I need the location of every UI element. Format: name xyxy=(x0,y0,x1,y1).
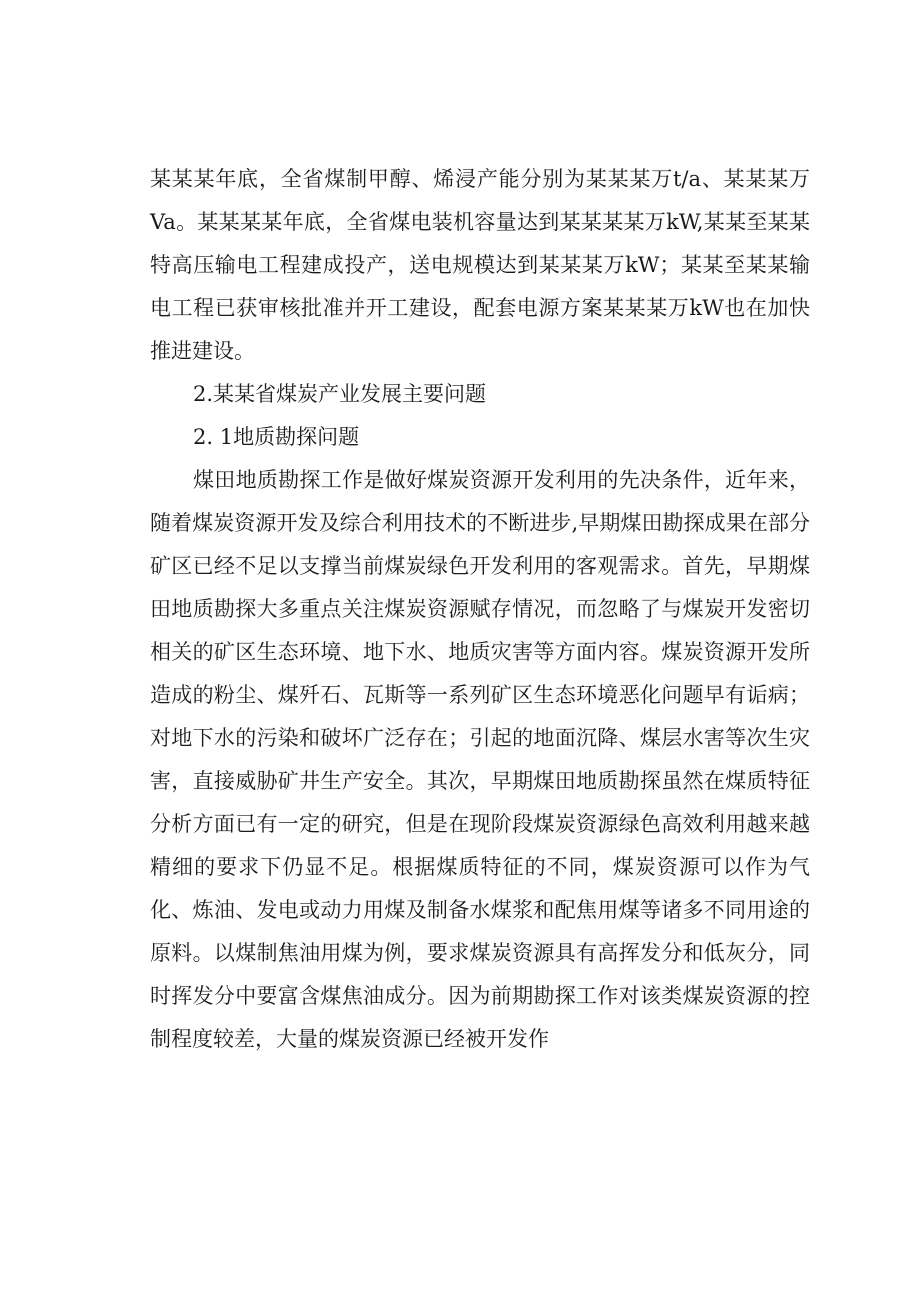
paragraph-production-capacity: 某某某年底，全省煤制甲醇、烯浸产能分别为某某某万t/a、某某某万Va。某某某某年底，全省煤电装机容量达到某某某某万kW,某某至某某特高压输电工程建成投产，送电规模达到某某某万kW；某某至某某输电工程已获审核批准并开工建设，配套电源方案某某某万kW也在加快推进建设。 xyxy=(150,167,810,363)
document-body xyxy=(150,158,810,1061)
section-heading-main-problems: 2.某某省煤炭产业发展主要问题 xyxy=(193,382,487,406)
paragraph-geological-exploration: 煤田地质勘探工作是做好煤炭资源开发利用的先决条件，近年来，随着煤炭资源开发及综合利用技术的不断进步,早期煤田勘探成果在部分矿区已经不足以支撑当前煤炭绿色开发利用的客观需求。首先，早期煤田地质勘探大多重点关注煤炭资源赋存情况，而忽略了与煤炭开发密切相关的矿区生态环境、地下水、地质灾害等方面内容。煤炭资源开发所造成的粉尘、煤歼石、瓦斯等一系列矿区生态环境恶化问题早有诟病；对地下水的污染和破坏广泛存在；引起的地面沉降、煤层水害等次生灾害，直接威胁矿井生产安全。其次，早期煤田地质勘探虽然在煤质特征分析方面已有一定的研究，但是在现阶段煤炭资源绿色高效利用越来越精细的要求下仍显不足。根据煤质特征的不同，煤炭资源可以作为气化、炼油、发电或动力用煤及制备水煤浆和配焦用煤等诸多不同用途的原料。以煤制焦油用煤为例，要求煤炭资源具有高挥发分和低灰分，同时挥发分中要富含煤焦油成分。因为前期勘探工作对该类煤炭资源的控制程度较差，大量的煤炭资源已经被开发作 xyxy=(150,468,810,1051)
subsection-heading-geological-exploration: 2. 1地质勘探问题 xyxy=(193,425,360,449)
